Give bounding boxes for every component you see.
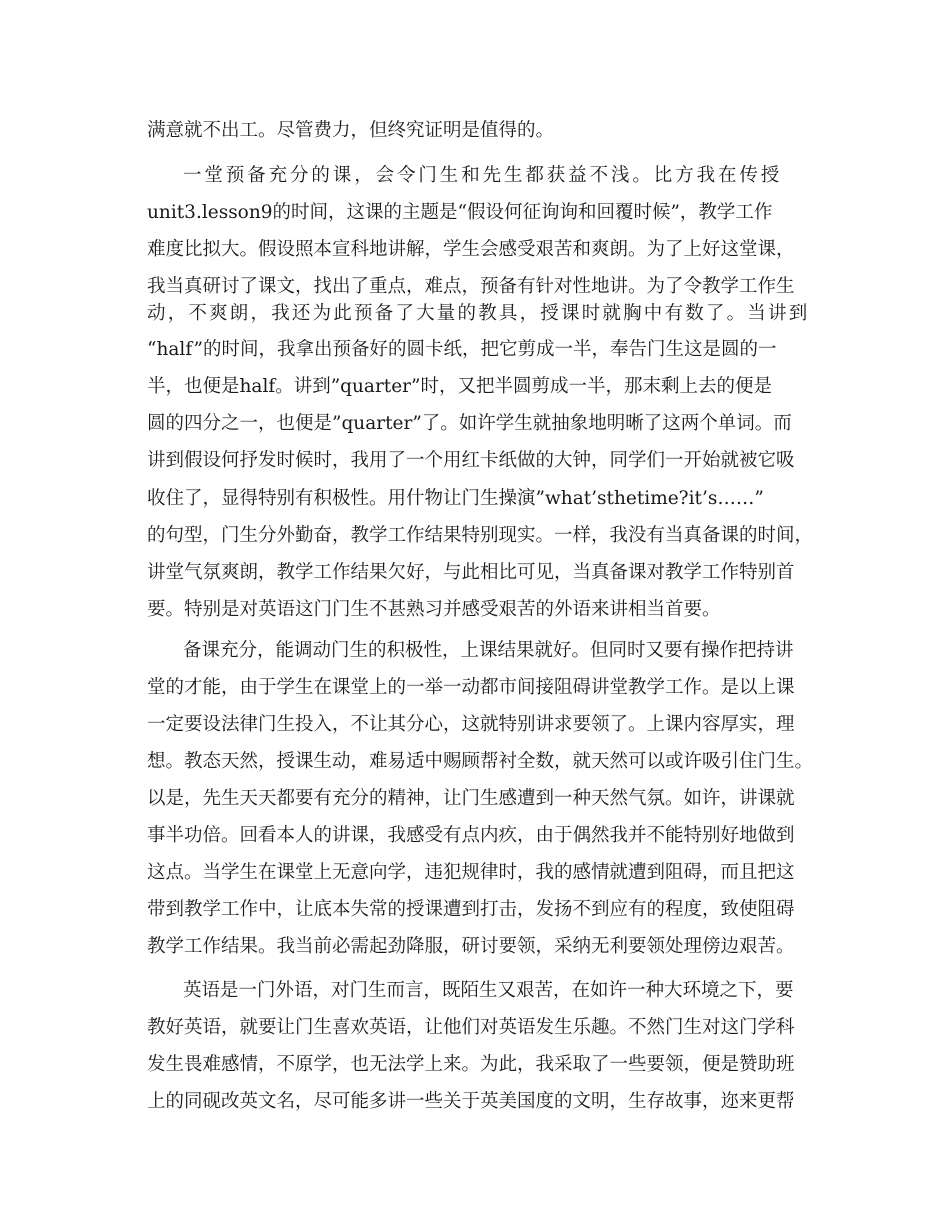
- text-line: 一定要设法律门生投入，不让其分心，这就特别讲求要领了。上课内容厚实，理: [147, 714, 795, 735]
- text-line: 上的同砚改英文名，尽可能多讲一些关于英美国度的文明，生存故事，迩来更帮: [147, 1091, 795, 1112]
- text-line: 这点。当学生在课堂上无意向学，违犯规律时，我的感情就遭到阻碍，而且把这: [147, 862, 795, 883]
- text-line: 动，不爽朗，我还为此预备了大量的教具，授课时就胸中有数了。当讲到: [147, 303, 810, 324]
- text-line: “half”的时间，我拿出预备好的圆卡纸，把它剪成一半，奉告门生这是圆的一: [147, 339, 777, 360]
- text-line: 事半功倍。回看本人的讲课，我感受有点内疚，由于偶然我并不能特别好地做到: [147, 825, 795, 846]
- text-line: 以是，先生天天都要有充分的精神，让门生感遭到一种天然气氛。如许，讲课就: [147, 788, 795, 809]
- text-line: 我当真研讨了课文，找出了重点，难点，预备有针对性地讲。为了令教学工作生: [147, 276, 795, 297]
- text-line: 讲到假设何抒发时候时，我用了一个用红卡纸做的大钟，同学们一开始就被它吸: [147, 450, 795, 471]
- text-line: 教好英语，就要让门生喜欢英语，让他们对英语发生乐趣。不然门生对这门学科: [147, 1017, 795, 1038]
- text-line: unit3.lesson9的时间，这课的主题是“假设何征询询和回覆时候”，教学工作: [147, 202, 773, 223]
- text-line: 的句型，门生分外勤奋，教学工作结果特别现实。一样，我没有当真备课的时间，: [147, 525, 814, 546]
- text-line: 英语是一门外语，对门生而言，既陌生又艰苦，在如许一种大环境之下，要: [183, 980, 794, 1001]
- text-line: 一堂预备充分的课，会令门生和先生都获益不浅。比方我在传授: [183, 165, 783, 186]
- text-line: 备课充分，能调动门生的积极性，上课结果就好。但同时又要有操作把持讲: [183, 640, 794, 661]
- text-line: 带到教学工作中，让底本失常的授课遭到打击，发扬不到应有的程度，致使阻碍: [147, 899, 795, 920]
- text-line: 要。特别是对英语这门门生不甚熟习并感受艰苦的外语来讲相当首要。: [147, 599, 721, 620]
- text-line: 讲堂气氛爽朗，教学工作结果欠好，与此相比可见，当真备课对教学工作特别首: [147, 562, 795, 583]
- text-line: 收住了，显得特别有积极性。用什物让门生操演”what’sthetime?it’s……”: [147, 488, 764, 509]
- text-line: 堂的才能，由于学生在课堂上的一举一动都市间接阻碍讲堂教学工作。是以上课: [147, 677, 795, 698]
- text-line: 想。教态天然，授课生动，难易适中赐顾帮衬全数，就天然可以或许吸引住门生。: [147, 751, 814, 772]
- text-line: 发生畏难感情，不原学，也无法学上来。为此，我采取了一些要领，便是赞助班: [147, 1054, 795, 1075]
- text-line: 难度比拟大。假设照本宣科地讲解，学生会感受艰苦和爽朗。为了上好这堂课，: [147, 239, 795, 260]
- text-line: 圆的四分之一，也便是”quarter”了。如许学生就抽象地明晰了这两个单词。而: [147, 413, 792, 434]
- text-line: 半，也便是half。讲到”quarter”时，又把半圆剪成一半，那末剩上去的便是: [147, 376, 772, 397]
- text-line: 满意就不出工。尽管费力，但终究证明是值得的。: [147, 120, 555, 141]
- text-line: 教学工作结果。我当前必需起劲降服，研讨要领，采纳无利要领处理傍边艰苦。: [147, 936, 795, 957]
